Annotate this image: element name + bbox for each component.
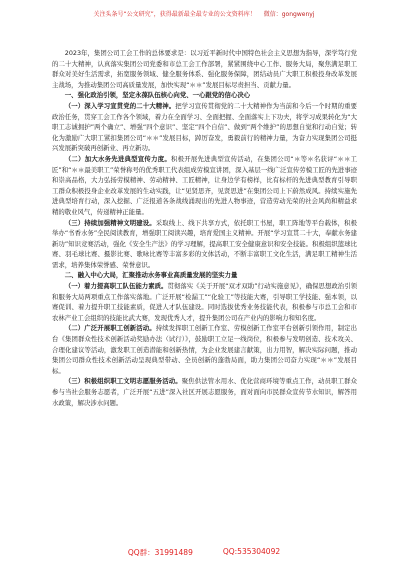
- paragraph-3-lead: （三）持续加强精神文明建设。: [64, 218, 156, 227]
- paragraph-1-lead: （一）深入学习宣贯党的二十大精神。: [64, 101, 176, 110]
- intro-paragraph: 2023年，集团公司工会工作的总体要求是：以习近平新时代中国特色社会主义思想为指导，深学笃行党的二十大精神，认真落实集团公司党委和市总工会工作部署，紧紧围绕中心工作、服务大局，聚焦满足职工群众对美好生活需求，拓宽服务领域、健全服务体系、强化服务保障，团结动员广大职工积极投身改革发展主战场，为推动集团公司高质量发展，加快实现“＊＊”发展目标尽责担当、贡献力量。: [52, 49, 357, 89]
- paragraph-2-body: 积极开展先进典型宣传活动，在集团公司“＊等＊名获评“＊＊工匠”和“＊＊最美职工”荣誉称号的优秀职工代表组成劳模宣讲团，深入基层一线广泛宣传劳模工匠的先进事迹和崇高品格，大力弘扬劳模精神、劳动精神、工匠精神，让身边学有榜样，比有标杆的先进典型教育引导职工群众积极投身企业改革发展的生动实践，让“见贤思齐，见贤思进”在集团公司上下蔚然成风。持续实施先进典型培育行动，深入挖掘、广泛报道各条战线涌现出的先进人物事迹，营造劳动光荣的社会风尚和精益求精的敬业风气，传递精神正能量。: [52, 154, 357, 216]
- paragraph-5: [52, 323, 357, 376]
- document-body: [52, 48, 357, 538]
- paragraph-6-body: 聚焦供法管水用水、优化营商环境等重点工作，动员职工群众参与当社会服务志愿者，广泛开展“五进”深入社区开展志愿服务，面对面向市民群众宣传节水知识，解答用水政策，解决涉水问题。: [52, 377, 357, 407]
- paragraph-5-lead: （二）广泛开展职工创新活动。: [64, 324, 156, 333]
- paragraph-2-lead: （二）加大水务先进典型宣传力度。: [64, 154, 171, 163]
- footer-qq: QQ:535304092: [222, 547, 281, 556]
- paragraph-1: [52, 101, 357, 154]
- paragraph-3-body: 采取线上、线下共享方式，依托职工书屋，职工阵地等平台载体，积极举办“书香水务”全民阅读教育，增强职工阅读兴趣，培育爱国主义精神。开展“学习宣贯二十大，奉献水务建新功”知识竞赛活动，强化《安全生产法》的学习理解，提高职工安全健康意识和安全技能。积极组织篮球比赛、羽毛球比赛、摄影比赛、歌咏比赛等丰富多彩的文体活动，不断丰富职工文化生活，满足职工精神生活需求，培养集体荣誉感、荣誉意识。: [52, 218, 357, 269]
- paragraph-6-lead: （三）积极组织职工文明志愿服务活动。: [64, 377, 182, 386]
- footer-qq-group: QQ群：31991489: [127, 548, 193, 557]
- paragraph-4-body: 贯彻落实《关于开展“双才双助”行动实施意见》，确保思想政治引领和服务大局两项重点工作落实落地。广泛开展“检漏工”“化验工”等技能大赛，引导职工学技能、强本领，以赛促训、着力提升职工技能素质，促进人才队伍建设。同时选拔优秀业务技能代表，积极参与市总工会和市农林产业工会组织的技能比武大赛，发现优秀人才，提升集团公司在产业内的影响力和知名度。: [52, 282, 357, 322]
- paragraph-5-body: 持续发挥职工创新工作室、劳模创新工作室平台创新引领作用，制定出台《集团群众性技术创新活动奖励办法（试行）》，鼓励职工立足一线岗位，积极参与发明创造、技术攻关、合理化建议等活动，激发职工创造潜能和创新热情，为企业发展建言献策，出力用智，解决实际问题，推动集团公司群众性技术创新活动呈现典型带动、全员创新的蓬勃局面，助力集团公司奋力实现“＊＊”发展目标。: [52, 324, 357, 375]
- paragraph-6: [52, 376, 357, 408]
- paragraph-2: [52, 154, 357, 218]
- paragraph-4-lead: （一）着力提高职工队伍能力素质。: [64, 282, 168, 291]
- banner-promo-text: 关注头条号“公文研究”，获得最新最全最专业的公文资料库！: [93, 10, 256, 18]
- footer-contact: [0, 547, 408, 563]
- paragraph-4: [52, 281, 357, 323]
- banner-wechat-text: 微信：gongwenyj: [263, 10, 315, 18]
- section-heading-2: 二、融入中心大局，汇聚推动水务事业高质量发展的坚实力量: [64, 271, 238, 280]
- paragraph-3: [52, 218, 357, 271]
- header-banner: [0, 4, 408, 22]
- paragraph-1-body: 把学习宣传贯彻党的二十大精神作为当前和今后一个时期的重要政治任务，贯穿工会工作各个领域，着力在全面学习、全面把握、全面落实上下功夫，将学习成果转化为“大职工志诚拥护”两个确立”、增强“四个意识”、坚定“四个自信”、做到“两个维护”的思想自觉和行动自觉；转化为激励广大职工紧扣集团公司“＊＊”发展目标，踔厉奋发，勇毅前行的精神力量，为奋力实现集团公司挺兴发展新突破再创新业、再立新功。: [52, 101, 357, 153]
- section-heading-1: 一、强化政治引领，坚定永葆队伍核心向党、一心跟党的信心决心: [64, 91, 251, 100]
